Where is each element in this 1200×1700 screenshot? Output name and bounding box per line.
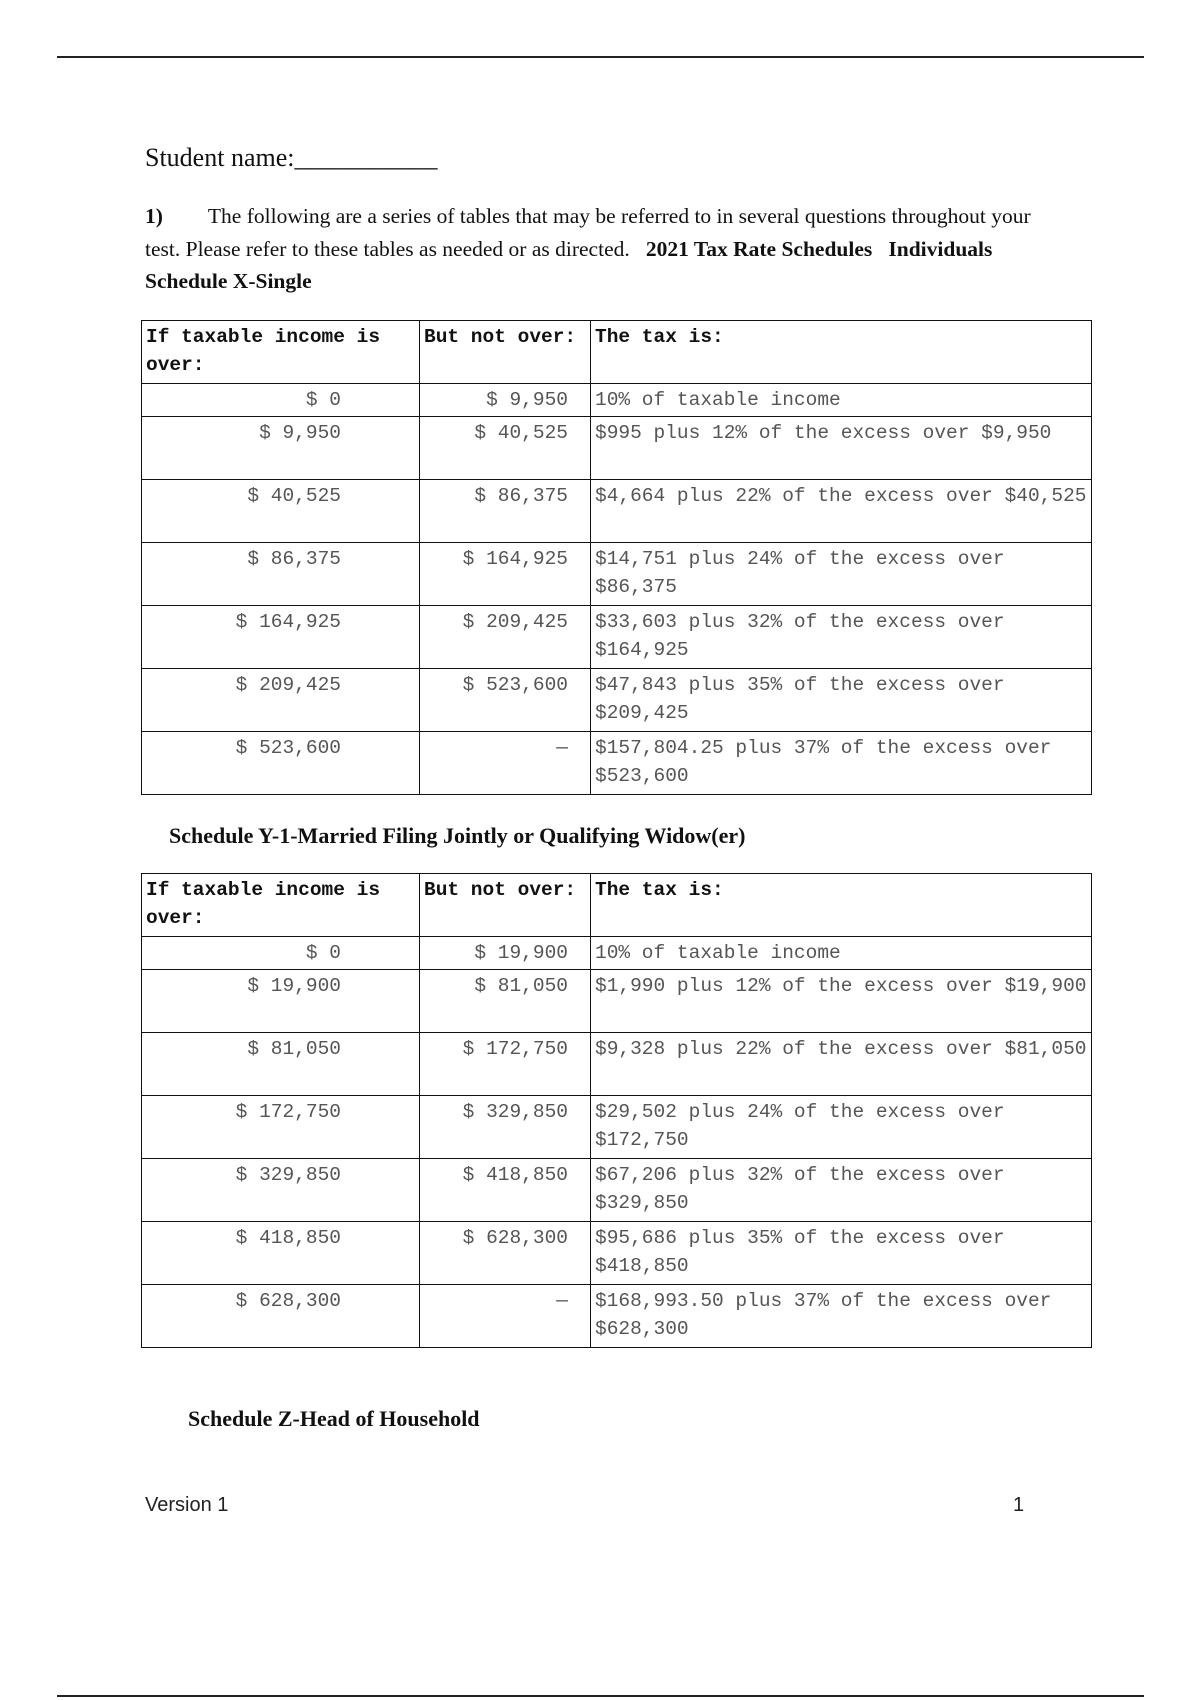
schedule-x-title: Schedule X-Single bbox=[145, 269, 312, 293]
cell-over: $ 40,525 bbox=[142, 480, 420, 543]
cell-not-over: — bbox=[420, 1285, 591, 1348]
table-row bbox=[142, 669, 1092, 732]
question-text: The following are a series of tables that may be referred to in several questions throughout your test. Please refer to these tables as needed or as directed. bbox=[145, 204, 1031, 261]
footer-version: Version 1 bbox=[145, 1494, 229, 1516]
schedule-y-title: Schedule Y-1-Married Filing Jointly or Qualifying Widow(er) bbox=[169, 823, 746, 848]
cell-over: $ 209,425 bbox=[142, 669, 420, 732]
cell-tax: $29,502 plus 24% of the excess over $172,750 bbox=[591, 1096, 1092, 1159]
cell-tax: $168,993.50 plus 37% of the excess over $628,300 bbox=[591, 1285, 1092, 1348]
cell-tax: $4,664 plus 22% of the excess over $40,525 bbox=[591, 480, 1092, 543]
schedule-z-title: Schedule Z-Head of Household bbox=[188, 1406, 480, 1431]
table-row bbox=[142, 732, 1092, 795]
question-1 bbox=[145, 200, 1045, 298]
cell-tax: 10% of taxable income bbox=[591, 937, 1092, 970]
cell-over: $ 172,750 bbox=[142, 1096, 420, 1159]
table-row bbox=[142, 606, 1092, 669]
cell-not-over: $ 209,425 bbox=[420, 606, 591, 669]
table-row bbox=[142, 1285, 1092, 1348]
cell-not-over: $ 628,300 bbox=[420, 1222, 591, 1285]
cell-tax: $67,206 plus 32% of the excess over $329,850 bbox=[591, 1159, 1092, 1222]
cell-over: $ 0 bbox=[142, 937, 420, 970]
header-over: If taxable income is over: bbox=[142, 874, 420, 937]
table-row bbox=[142, 1222, 1092, 1285]
cell-tax: $995 plus 12% of the excess over $9,950 bbox=[591, 417, 1092, 480]
tax-rate-title: 2021 Tax Rate Schedules bbox=[645, 236, 873, 261]
cell-not-over: $ 329,850 bbox=[420, 1096, 591, 1159]
bottom-rule bbox=[57, 1695, 1144, 1697]
cell-over: $ 628,300 bbox=[142, 1285, 420, 1348]
cell-not-over: — bbox=[420, 732, 591, 795]
individuals-label: Individuals bbox=[888, 236, 993, 261]
cell-tax: $157,804.25 plus 37% of the excess over $523,600 bbox=[591, 732, 1092, 795]
schedule-y-table bbox=[141, 873, 1092, 1348]
cell-over: $ 164,925 bbox=[142, 606, 420, 669]
cell-over: $ 9,950 bbox=[142, 417, 420, 480]
cell-over: $ 81,050 bbox=[142, 1033, 420, 1096]
cell-not-over: $ 523,600 bbox=[420, 669, 591, 732]
table-header-row bbox=[142, 874, 1092, 937]
cell-over: $ 418,850 bbox=[142, 1222, 420, 1285]
cell-tax: $95,686 plus 35% of the excess over $418,850 bbox=[591, 1222, 1092, 1285]
cell-tax: $47,843 plus 35% of the excess over $209,425 bbox=[591, 669, 1092, 732]
question-number: 1) bbox=[145, 204, 163, 228]
header-tax: The tax is: bbox=[591, 321, 1092, 384]
cell-not-over: $ 172,750 bbox=[420, 1033, 591, 1096]
table-row bbox=[142, 970, 1092, 1033]
cell-over: $ 523,600 bbox=[142, 732, 420, 795]
header-tax: The tax is: bbox=[591, 874, 1092, 937]
cell-over: $ 329,850 bbox=[142, 1159, 420, 1222]
cell-not-over: $ 86,375 bbox=[420, 480, 591, 543]
cell-not-over: $ 9,950 bbox=[420, 384, 591, 417]
cell-not-over: $ 418,850 bbox=[420, 1159, 591, 1222]
student-name-line: Student name:___________ bbox=[145, 143, 438, 172]
cell-not-over: $ 19,900 bbox=[420, 937, 591, 970]
cell-tax: $9,328 plus 22% of the excess over $81,050 bbox=[591, 1033, 1092, 1096]
table-row bbox=[142, 480, 1092, 543]
table-row bbox=[142, 937, 1092, 970]
header-over: If taxable income is over: bbox=[142, 321, 420, 384]
cell-not-over: $ 81,050 bbox=[420, 970, 591, 1033]
table-row bbox=[142, 1033, 1092, 1096]
table-row bbox=[142, 417, 1092, 480]
cell-tax: $14,751 plus 24% of the excess over $86,375 bbox=[591, 543, 1092, 606]
table-row bbox=[142, 1096, 1092, 1159]
cell-tax: $33,603 plus 32% of the excess over $164,925 bbox=[591, 606, 1092, 669]
cell-tax: $1,990 plus 12% of the excess over $19,900 bbox=[591, 970, 1092, 1033]
cell-over: $ 0 bbox=[142, 384, 420, 417]
cell-not-over: $ 164,925 bbox=[420, 543, 591, 606]
header-not-over: But not over: bbox=[420, 874, 591, 937]
top-rule bbox=[57, 56, 1144, 58]
table-row bbox=[142, 543, 1092, 606]
schedule-x-table bbox=[141, 320, 1092, 795]
table-row bbox=[142, 384, 1092, 417]
table-row bbox=[142, 1159, 1092, 1222]
cell-over: $ 86,375 bbox=[142, 543, 420, 606]
header-not-over: But not over: bbox=[420, 321, 591, 384]
table-header-row bbox=[142, 321, 1092, 384]
footer-page-number: 1 bbox=[1013, 1494, 1025, 1516]
cell-not-over: $ 40,525 bbox=[420, 417, 591, 480]
cell-tax: 10% of taxable income bbox=[591, 384, 1092, 417]
cell-over: $ 19,900 bbox=[142, 970, 420, 1033]
